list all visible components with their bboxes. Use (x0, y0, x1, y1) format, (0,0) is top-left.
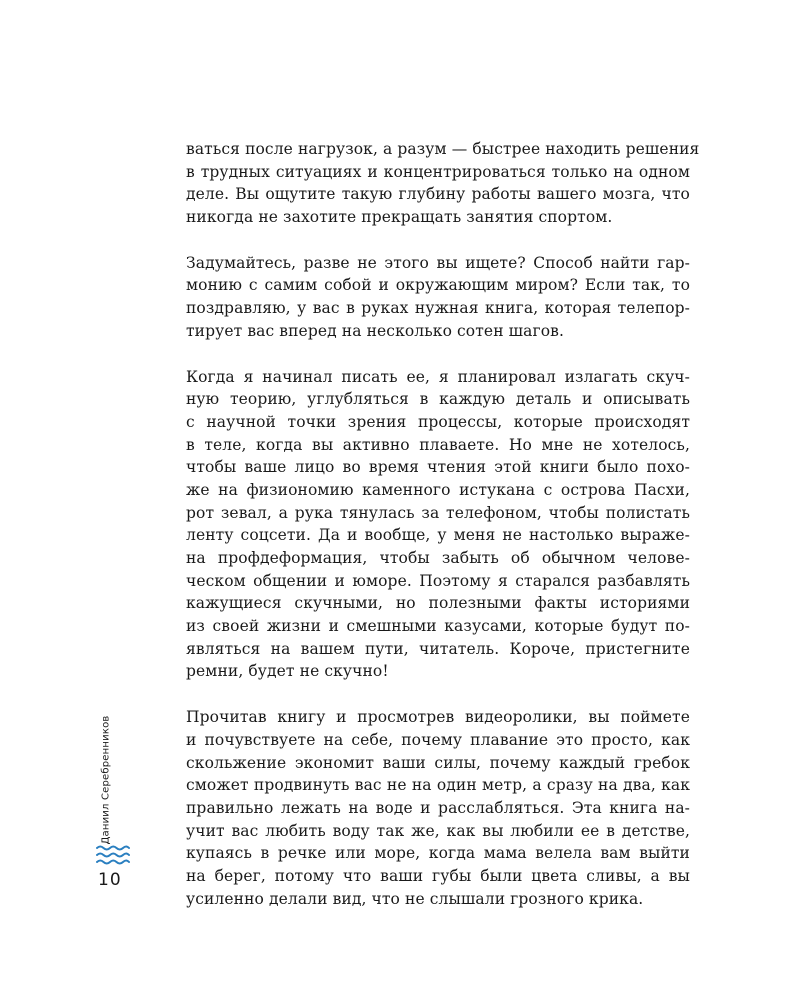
waves-icon (96, 844, 130, 866)
text-line: учит вас любить воду так же, как вы любили ее в детстве, (186, 821, 690, 840)
text-line: ваться после нагрузок, а разум — быстрее находить решения (186, 140, 700, 158)
body-text (186, 138, 700, 933)
text-line: на профдеформация, чтобы забыть об обычном челове- (186, 549, 690, 567)
text-line: в трудных ситуациях и концентрироваться только на одном (186, 162, 690, 181)
author-name: Даниил Серебренников (100, 715, 112, 845)
text-line: на берег, потому что ваши губы были цвета сливы, а вы (186, 866, 690, 885)
text-line: деле. Вы ощутите такую глубину работы вашего мозга, что (186, 185, 690, 204)
text-line: кажущиеся скучными, но полезными факты историями (186, 594, 690, 613)
text-line: с научной точки зрения процессы, которые происходят (186, 412, 690, 431)
text-line: ленту соцсети. Да и вообще, у меня не настолько выраже- (186, 526, 690, 545)
text-line: ную теорию, углубляться в каждую деталь и описывать (186, 390, 690, 409)
text-line: рот зевал, а рука тянулась за телефоном, чтобы полистать (186, 503, 690, 522)
text-line: скольжение экономит ваши силы, почему каждый гребок (186, 753, 690, 772)
text-line: правильно лежать на воде и расслабляться. Эта книга на- (186, 798, 690, 817)
text-line: усиленно делали вид, что не слышали грозного крика. (186, 889, 644, 908)
text-line: и почувствуете на себе, почему плавание это просто, как (186, 730, 690, 749)
text-line: сможет продвинуть вас не на один метр, а сразу на два, как (186, 776, 690, 795)
text-line: Прочитав книгу и просмотрев видеоролики, вы поймете (186, 708, 690, 727)
text-line: ческом общении и юморе. Поэтому я старался разбавлять (186, 571, 690, 590)
text-line: монию с самим собой и окружающим миром? Если так, то (186, 276, 690, 295)
paragraph-2 (186, 252, 690, 343)
text-line: из своей жизни и смешными казусами, которые будут по- (186, 617, 690, 636)
text-line: Задумайтесь, разве не этого вы ищете? Способ найти гар- (186, 253, 690, 272)
text-line: никогда не захотите прекращать занятия спортом. (186, 208, 613, 227)
text-line: купаясь в речке или море, когда мама велела вам выйти (186, 844, 690, 863)
text-line: тирует вас вперед на несколько сотен шагов. (186, 321, 565, 340)
text-line: являться на вашем пути, читатель. Короче, пристегните (186, 639, 690, 658)
paragraph-4 (186, 706, 690, 910)
paragraph-1 (186, 138, 700, 229)
text-line: Когда я начинал писать ее, я планировал излагать скуч- (186, 367, 690, 386)
text-line: ремни, будет не скучно! (186, 662, 389, 681)
text-line: чтобы ваше лицо во время чтения этой книги было похо- (186, 458, 690, 477)
paragraph-3 (186, 366, 690, 684)
text-line: в теле, когда вы активно плаваете. Но мне не хотелось, (186, 435, 690, 454)
text-line: поздравляю, у вас в руках нужная книга, которая телепор- (186, 299, 690, 318)
page-number: 10 (98, 870, 122, 890)
text-line: же на физиономию каменного истукана с острова Пасхи, (186, 480, 690, 499)
